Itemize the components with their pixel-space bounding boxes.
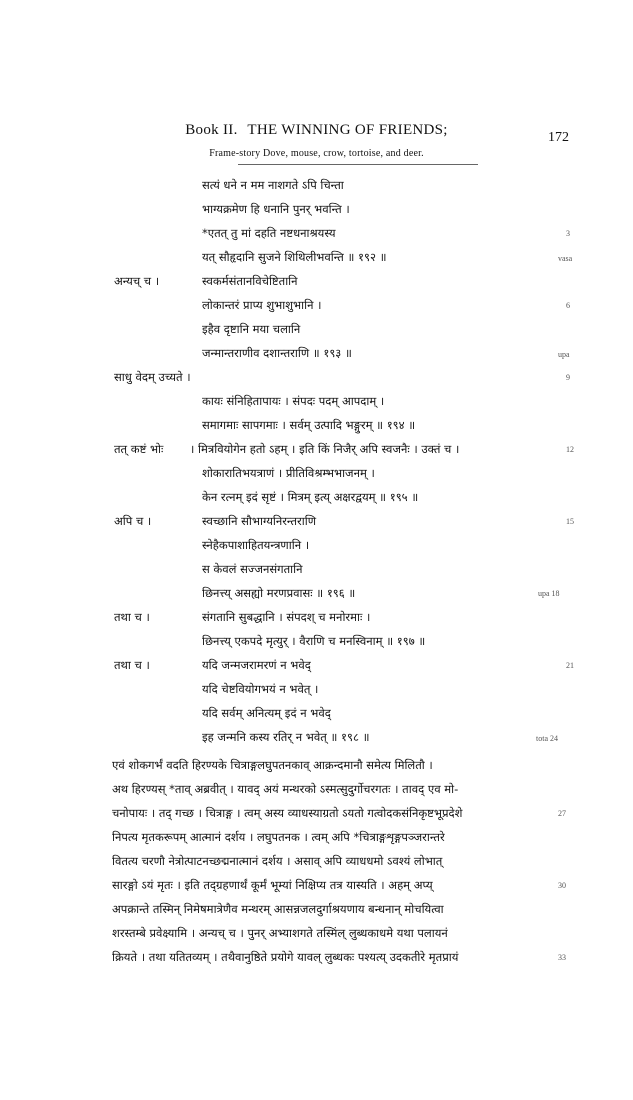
prose-line: अपक्रान्ते तस्मिन् निमेषमात्रेणैव मन्थरम् आसन्नजलदुर्गाश्रयणाय बन्धनान् मोचयित्वा <box>112 902 444 916</box>
running-subheader: Frame-story Dove, mouse, crow, tortoise, and deer. <box>209 148 424 159</box>
verse-line: *एतत् तु मां दहति नष्टधनाश्रयस्य <box>202 226 336 240</box>
page-number: 172 <box>548 130 569 145</box>
line-number: 15 <box>566 517 574 526</box>
prose-line: अथ हिरण्यस् *ताव् अब्रवीत् । यावद् अयं मन्थरको ऽस्मत्सुदुर्गोचरगतः । तावद् एव मो- <box>112 782 459 796</box>
verse-line: शोकारातिभयत्राणं । प्रीतिविश्रम्भभाजनम् । <box>202 466 375 480</box>
header-rule <box>238 164 478 165</box>
line-number: 6 <box>566 301 570 310</box>
verse-line: यदि जन्मजरामरणं न भवेद् <box>202 658 311 672</box>
connective-label: तथा च । <box>114 610 150 624</box>
line-number: 27 <box>558 809 566 818</box>
verse-line: केन रत्नम् इदं सृष्टं । मित्रम् इत्य् अक्षरद्वयम् ॥ १९५ ॥ <box>202 490 419 504</box>
line-number: 21 <box>566 661 574 670</box>
verse-line: यदि चेष्टवियोगभयं न भवेत् । <box>202 682 319 696</box>
prose-line: शरस्तम्बे प्रवेक्ष्यामि । अन्यच् च । पुनर् अभ्याशगते तस्मिंल् लुब्धकाधमे यथा पलायनं <box>112 926 448 940</box>
verse-line: छिनत्त्य् एकपदे मृत्युर् । वैराणि च मनस्विनाम् ॥ १९७ ॥ <box>202 634 426 648</box>
connective-label: साधु वेदम् उच्यते । <box>114 370 191 384</box>
verse-line: समागमाः सापगमाः । सर्वम् उत्पादि भङ्गुरम् ॥ १९४ ॥ <box>202 418 416 432</box>
verse-line: स केवलं सज्जनसंगतानि <box>202 562 303 576</box>
verse-line: कायः संनिहितापायः । संपदः पदम् आपदाम् । <box>202 394 385 408</box>
prose-line: वितत्य चरणौ नेत्रोत्पाटनच्छद्मनात्मानं दर्शय । असाव् अपि व्याधधमो ऽवश्यं लोभात् <box>112 854 443 868</box>
verse-line: सत्यं धने न मम नाशगते ऽपि चिन्ता <box>202 178 344 192</box>
metre-note: upa 18 <box>538 589 560 598</box>
prose-line: क्रियते । तथा यतितव्यम् । तथैवानुष्ठिते प्रयोगे यावल् लुब्धकः पश्यत्य् उदकतीरे मृतप्रायं <box>112 950 459 964</box>
line-number: 9 <box>566 373 570 382</box>
verse-line: लोकान्तरं प्राप्य शुभाशुभानि । <box>202 298 322 312</box>
verse-line: । मित्रवियोगेन हतो ऽहम् । इति किं निजैर् अपि स्वजनैः । उक्तं च । <box>190 442 460 456</box>
connective-label: अन्यच् च । <box>114 274 160 288</box>
line-number: 12 <box>566 445 574 454</box>
connective-label: अपि च । <box>114 514 152 528</box>
verse-line: स्वकर्मसंतानविचेष्टितानि <box>202 274 298 288</box>
verse-line: इह जन्मनि कस्य रतिर् न भवेत् ॥ १९८ ॥ <box>202 730 370 744</box>
verse-line: भाग्यक्रमेण हि धनानि पुनर् भवन्ति । <box>202 202 350 216</box>
verse-line: संगतानि सुबद्धानि । संपदश् च मनोरमाः । <box>202 610 371 624</box>
prose-line: एवं शोकगर्भं वदति हिरण्यके चित्राङ्गलघुपतनकाव् आक्रन्दमानौ समेत्य मिलितौ । <box>112 758 433 772</box>
verse-line: जन्मान्तराणीव दशान्तराणि ॥ १९३ ॥ <box>202 346 352 360</box>
prose-line: चनोपायः । तद् गच्छ । चित्राङ्ग । त्वम् अस्य व्याधस्याग्रतो ऽयतो गत्वोदकसंनिकृष्टभूप्रदेशे <box>112 806 463 820</box>
prose-line: निपत्य मृतकरूपम् आत्मानं दर्शय । लघुपतनक । त्वम् अपि *चित्राङ्गशृङ्गपञ्जरान्तरे <box>112 830 445 844</box>
line-number: 3 <box>566 229 570 238</box>
metre-note: tota 24 <box>536 734 558 743</box>
verse-line: इहैव दृष्टानि मया चलानि <box>202 322 301 336</box>
running-header <box>0 122 633 139</box>
line-number: 33 <box>558 953 566 962</box>
verse-line: यदि सर्वम् अनित्यम् इदं न भवेद् <box>202 706 331 720</box>
metre-note: upa <box>558 350 570 359</box>
book-number: Book II. <box>185 122 238 138</box>
metre-note: vasa <box>558 254 573 263</box>
line-number: 30 <box>558 881 566 890</box>
connective-label: तत् कष्टं भोः <box>114 442 164 456</box>
prose-line: सारङ्गो ऽयं मृतः । इति तद्ग्रहणार्थं कूर्मं भूम्यां निक्षिप्य तत्र यास्यति । अहम् अप्य् <box>112 878 433 892</box>
verse-line: छिनत्त्य् असह्यो मरणप्रवासः ॥ १९६ ॥ <box>202 586 356 600</box>
verse-line: यत् सौहृदानि सुजने शिथिलीभवन्ति ॥ १९२ ॥ <box>202 250 387 264</box>
verse-line: स्नेहैकपाशाहितयन्त्रणानि । <box>202 538 310 552</box>
connective-label: तथा च । <box>114 658 150 672</box>
verse-line: स्वच्छानि सौभाग्यनिरन्तराणि <box>202 514 317 528</box>
book-title: THE WINNING OF FRIENDS; <box>247 122 448 138</box>
